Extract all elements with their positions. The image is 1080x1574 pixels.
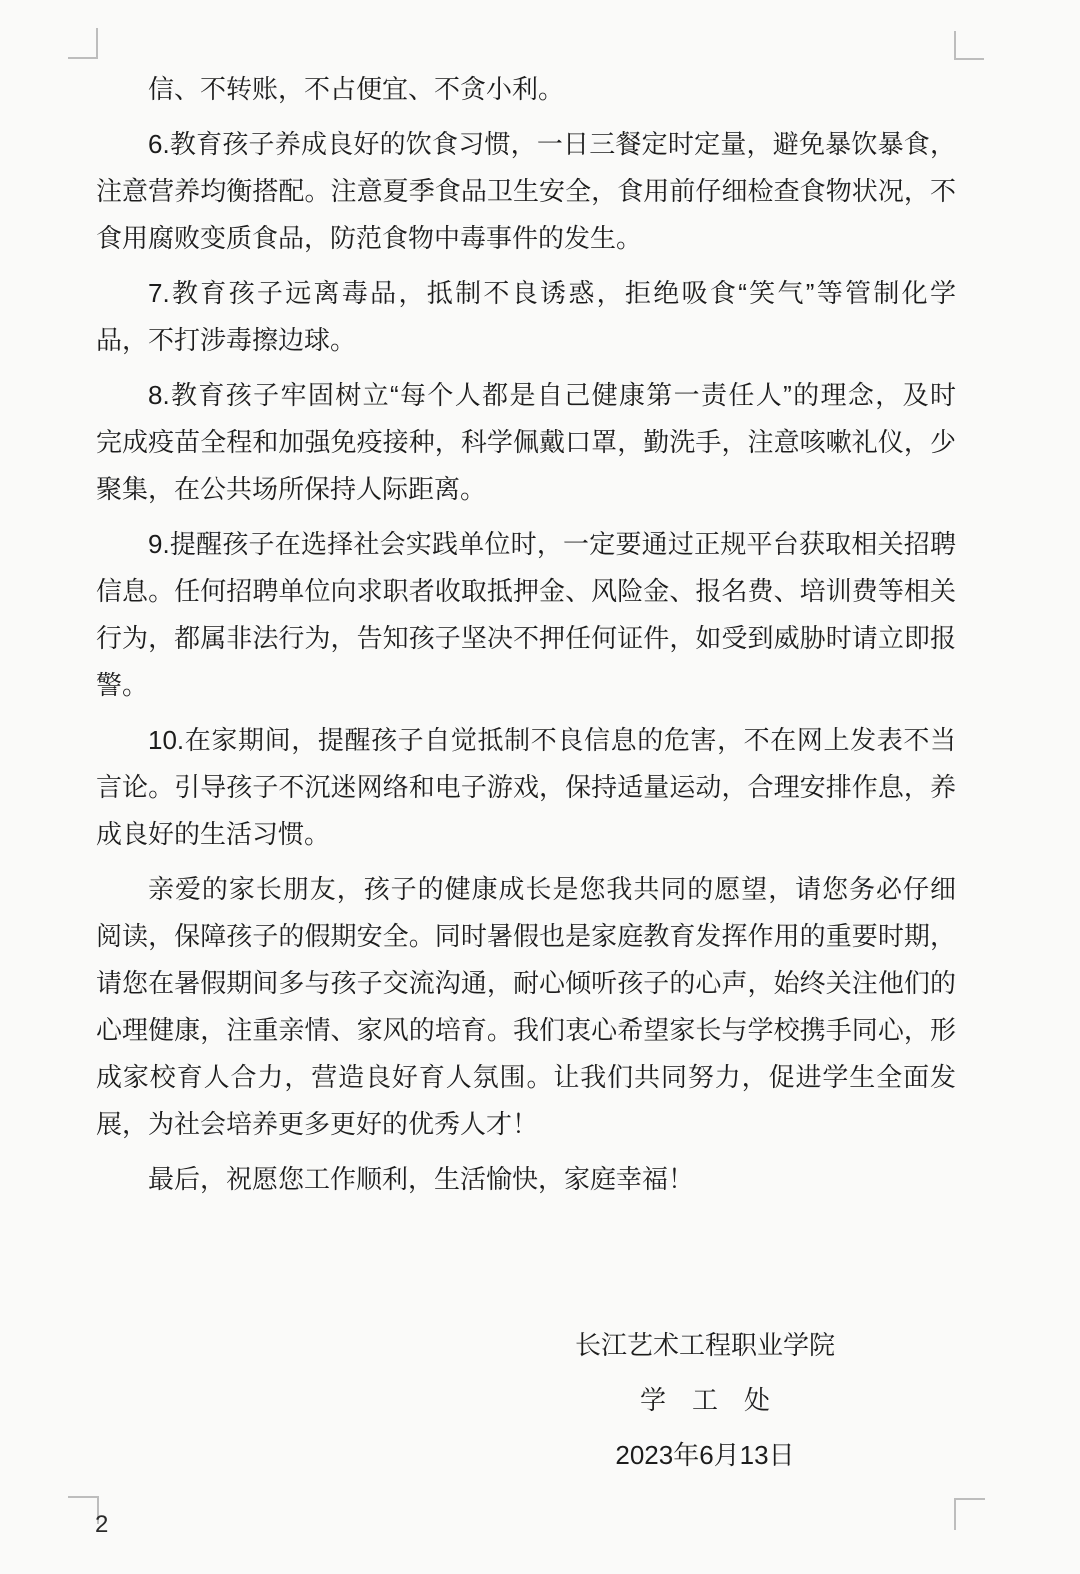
- paragraph: [96, 66, 956, 113]
- paragraph: [96, 121, 956, 262]
- document-body: [96, 66, 956, 1211]
- document-line: 成家校育人合力，营造良好育人氛围。让我们共同努力，促进学生全面发: [96, 1062, 956, 1092]
- document-line: 成良好的生活习惯。: [96, 819, 331, 849]
- document-line: 行为，都属非法行为，告知孩子坚决不押任何证件，如受到威胁时请立即报: [96, 623, 956, 653]
- document-line: 心理健康，注重亲情、家风的培育。我们衷心希望家长与学校携手同心，形: [96, 1015, 956, 1045]
- document-line: 9.提醒孩子在选择社会实践单位时，一定要通过正规平台获取相关招聘: [148, 529, 956, 559]
- paragraph: [96, 866, 956, 1148]
- signature-department: 学 工 处: [639, 1385, 770, 1415]
- paragraph: [96, 1156, 956, 1203]
- document-line: 亲爱的家长朋友，孩子的健康成长是您我共同的愿望，请您务必仔细: [148, 874, 956, 904]
- document-line: 食用腐败变质食品，防范食物中毒事件的发生。: [96, 223, 643, 253]
- document-line: 信息。任何招聘单位向求职者收取抵押金、风险金、报名费、培训费等相关: [96, 576, 956, 606]
- document-line: 品，不打涉毒擦边球。: [96, 325, 357, 355]
- document-line: 信、不转账，不占便宜、不贪小利。: [148, 74, 565, 104]
- document-line: 展，为社会培养更多更好的优秀人才！: [96, 1109, 539, 1139]
- document-line: 6.教育孩子养成良好的饮食习惯，一日三餐定时定量，避免暴饮暴食，: [148, 129, 956, 159]
- document-line: 7.教育孩子远离毒品，抵制不良诱惑，拒绝吸食“笑气”等管制化学: [148, 278, 956, 308]
- crop-mark-top-right-icon: [954, 31, 984, 60]
- paragraph: [96, 372, 956, 513]
- document-line: 请您在暑假期间多与孩子交流沟通，耐心倾听孩子的心声，始终关注他们的: [96, 968, 956, 998]
- document-line: 8.教育孩子牢固树立“每个人都是自己健康第一责任人”的理念，及时: [148, 380, 956, 410]
- paragraph: [96, 270, 956, 364]
- document-line: 聚集，在公共场所保持人际距离。: [96, 474, 487, 504]
- signature-organization: 长江艺术工程职业学院: [574, 1330, 835, 1360]
- crop-mark-top-left-icon: [68, 28, 98, 59]
- document-line: 最后，祝愿您工作顺利，生活愉快，家庭幸福！: [148, 1164, 695, 1194]
- crop-mark-bottom-right-icon: [954, 1498, 985, 1530]
- signature-date: 2023年6月13日: [615, 1440, 795, 1470]
- paragraph: [96, 521, 956, 709]
- document-line: 警。: [96, 670, 149, 700]
- document-line: 完成疫苗全程和加强免疫接种，科学佩戴口罩，勤洗手，注意咳嗽礼仪，少: [96, 427, 956, 457]
- paragraph: [96, 717, 956, 858]
- document-line: 10.在家期间，提醒孩子自觉抵制不良信息的危害，不在网上发表不当: [148, 725, 956, 755]
- document-line: 言论。引导孩子不沉迷网络和电子游戏，保持适量运动，合理安排作息，养: [96, 772, 956, 802]
- page-number: 2: [95, 1511, 109, 1538]
- document-line: 注意营养均衡搭配。注意夏季食品卫生安全，食用前仔细检查食物状况，不: [96, 176, 956, 206]
- document-line: 阅读，保障孩子的假期安全。同时暑假也是家庭教育发挥作用的重要时期，: [96, 921, 956, 951]
- signature-block: [535, 1318, 875, 1483]
